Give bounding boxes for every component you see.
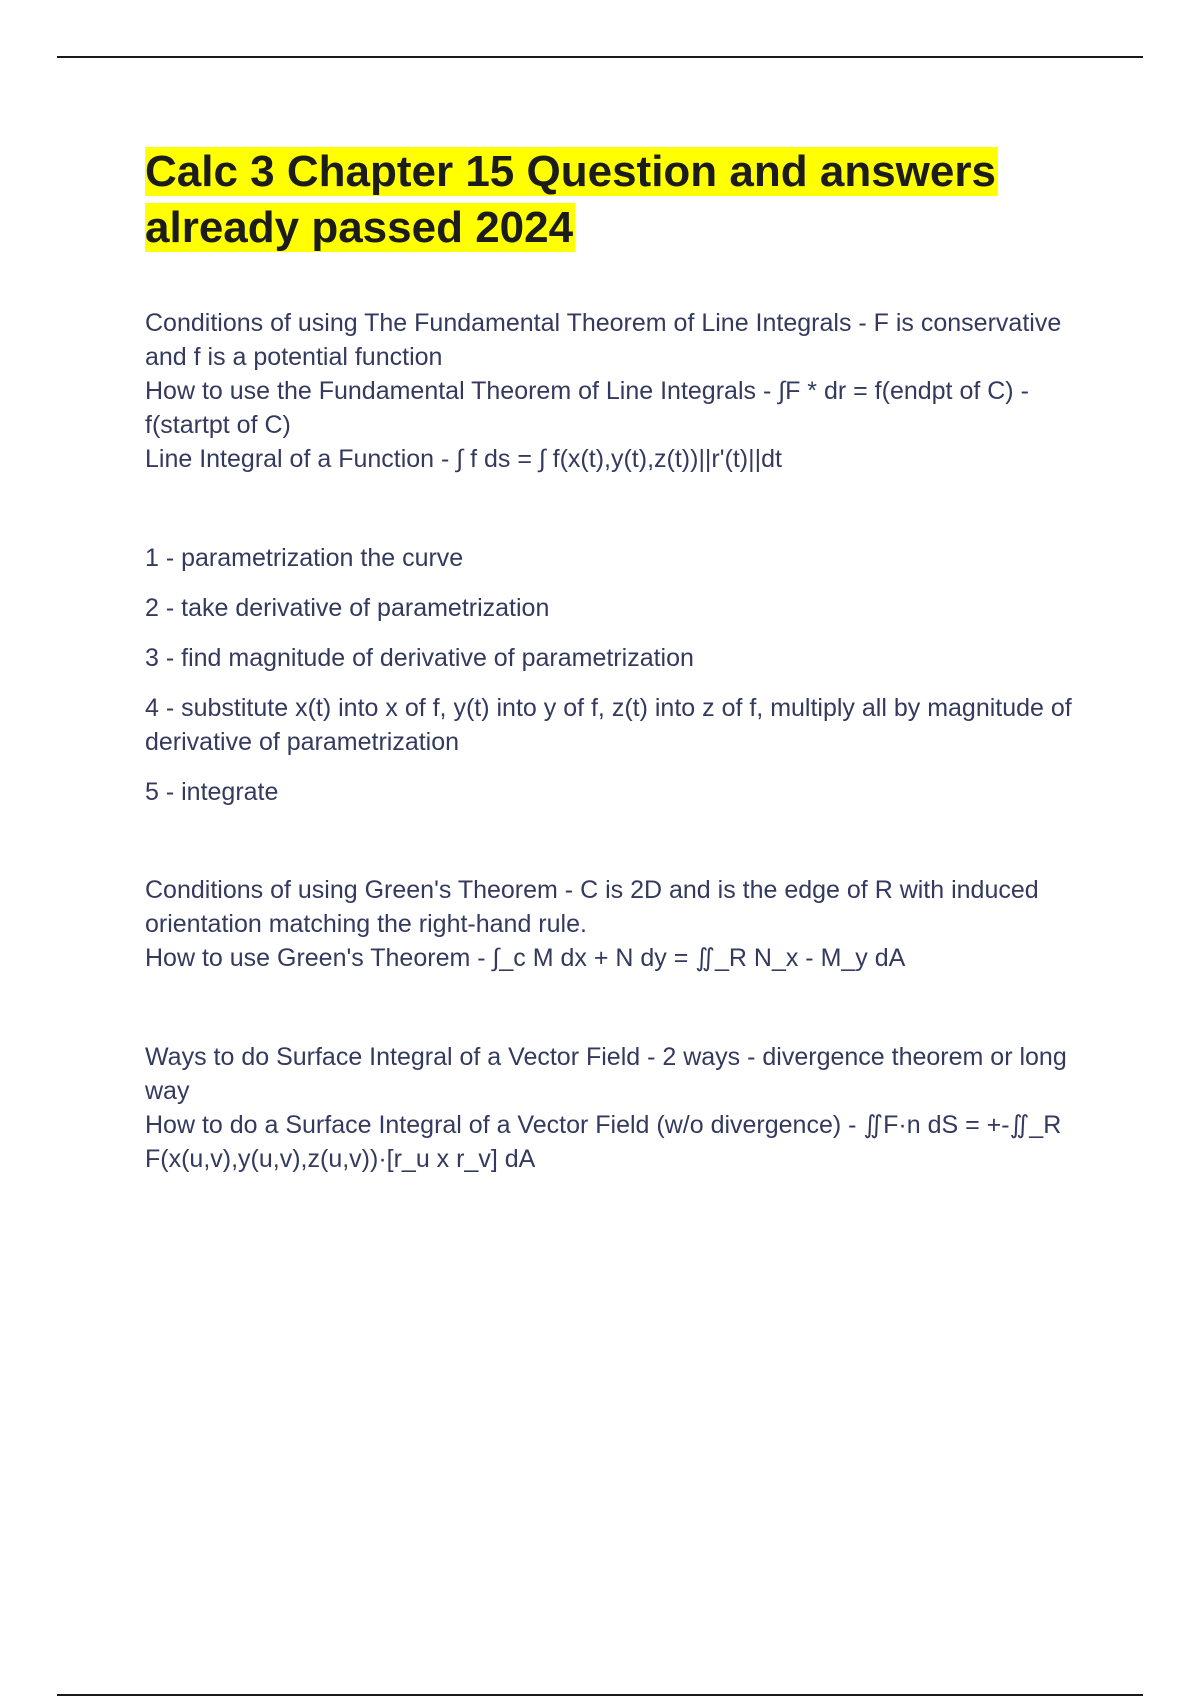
document-body <box>145 306 1085 1176</box>
bottom-divider <box>57 1694 1143 1696</box>
list-item: 3 - find magnitude of derivative of parametrization <box>145 644 694 672</box>
list-item: 1 - parametrization the curve <box>145 544 464 572</box>
top-divider <box>57 56 1143 58</box>
flashcard-line-integral-function: Line Integral of a Function - ∫ f ds = ∫ f(x(t),y(t),z(t))||r'(t)||dt <box>145 445 782 473</box>
flashcard-ftli-conditions: Conditions of using The Fundamental Theorem of Line Integrals - F is conservative and f is a potential function <box>145 309 1062 371</box>
title-highlight: Calc 3 Chapter 15 Question and answers already passed 2024 <box>145 147 996 252</box>
step-list <box>145 541 1085 809</box>
list-item: 4 - substitute x(t) into x of f, y(t) into y of f, z(t) into z of f, multiply all by magnitude of derivative of parametrization <box>145 694 1072 756</box>
list-item: 2 - take derivative of parametrization <box>145 594 550 622</box>
flashcard-greens-usage: How to use Green's Theorem - ∫_c M dx + N dy = ∬_R N_x - M_y dA <box>145 944 906 972</box>
flashcard-ftli-usage: How to use the Fundamental Theorem of Line Integrals - ∫F * dr = f(endpt of C) - f(startpt of C) <box>145 377 1029 439</box>
flashcard-surface-integral-ways: Ways to do Surface Integral of a Vector Field - 2 ways - divergence theorem or long way <box>145 1043 1067 1105</box>
document-title <box>145 144 1095 256</box>
list-item: 5 - integrate <box>145 778 279 806</box>
flashcard-greens-conditions: Conditions of using Green's Theorem - C is 2D and is the edge of R with induced orientation matching the right-hand rule. <box>145 876 1039 938</box>
flashcard-surface-integral-method: How to do a Surface Integral of a Vector Field (w/o divergence) - ∬F·n dS = +-∬_R F(x(u,v),y(u,v),z(u,v))·[r_u x r_v] dA <box>145 1111 1062 1173</box>
